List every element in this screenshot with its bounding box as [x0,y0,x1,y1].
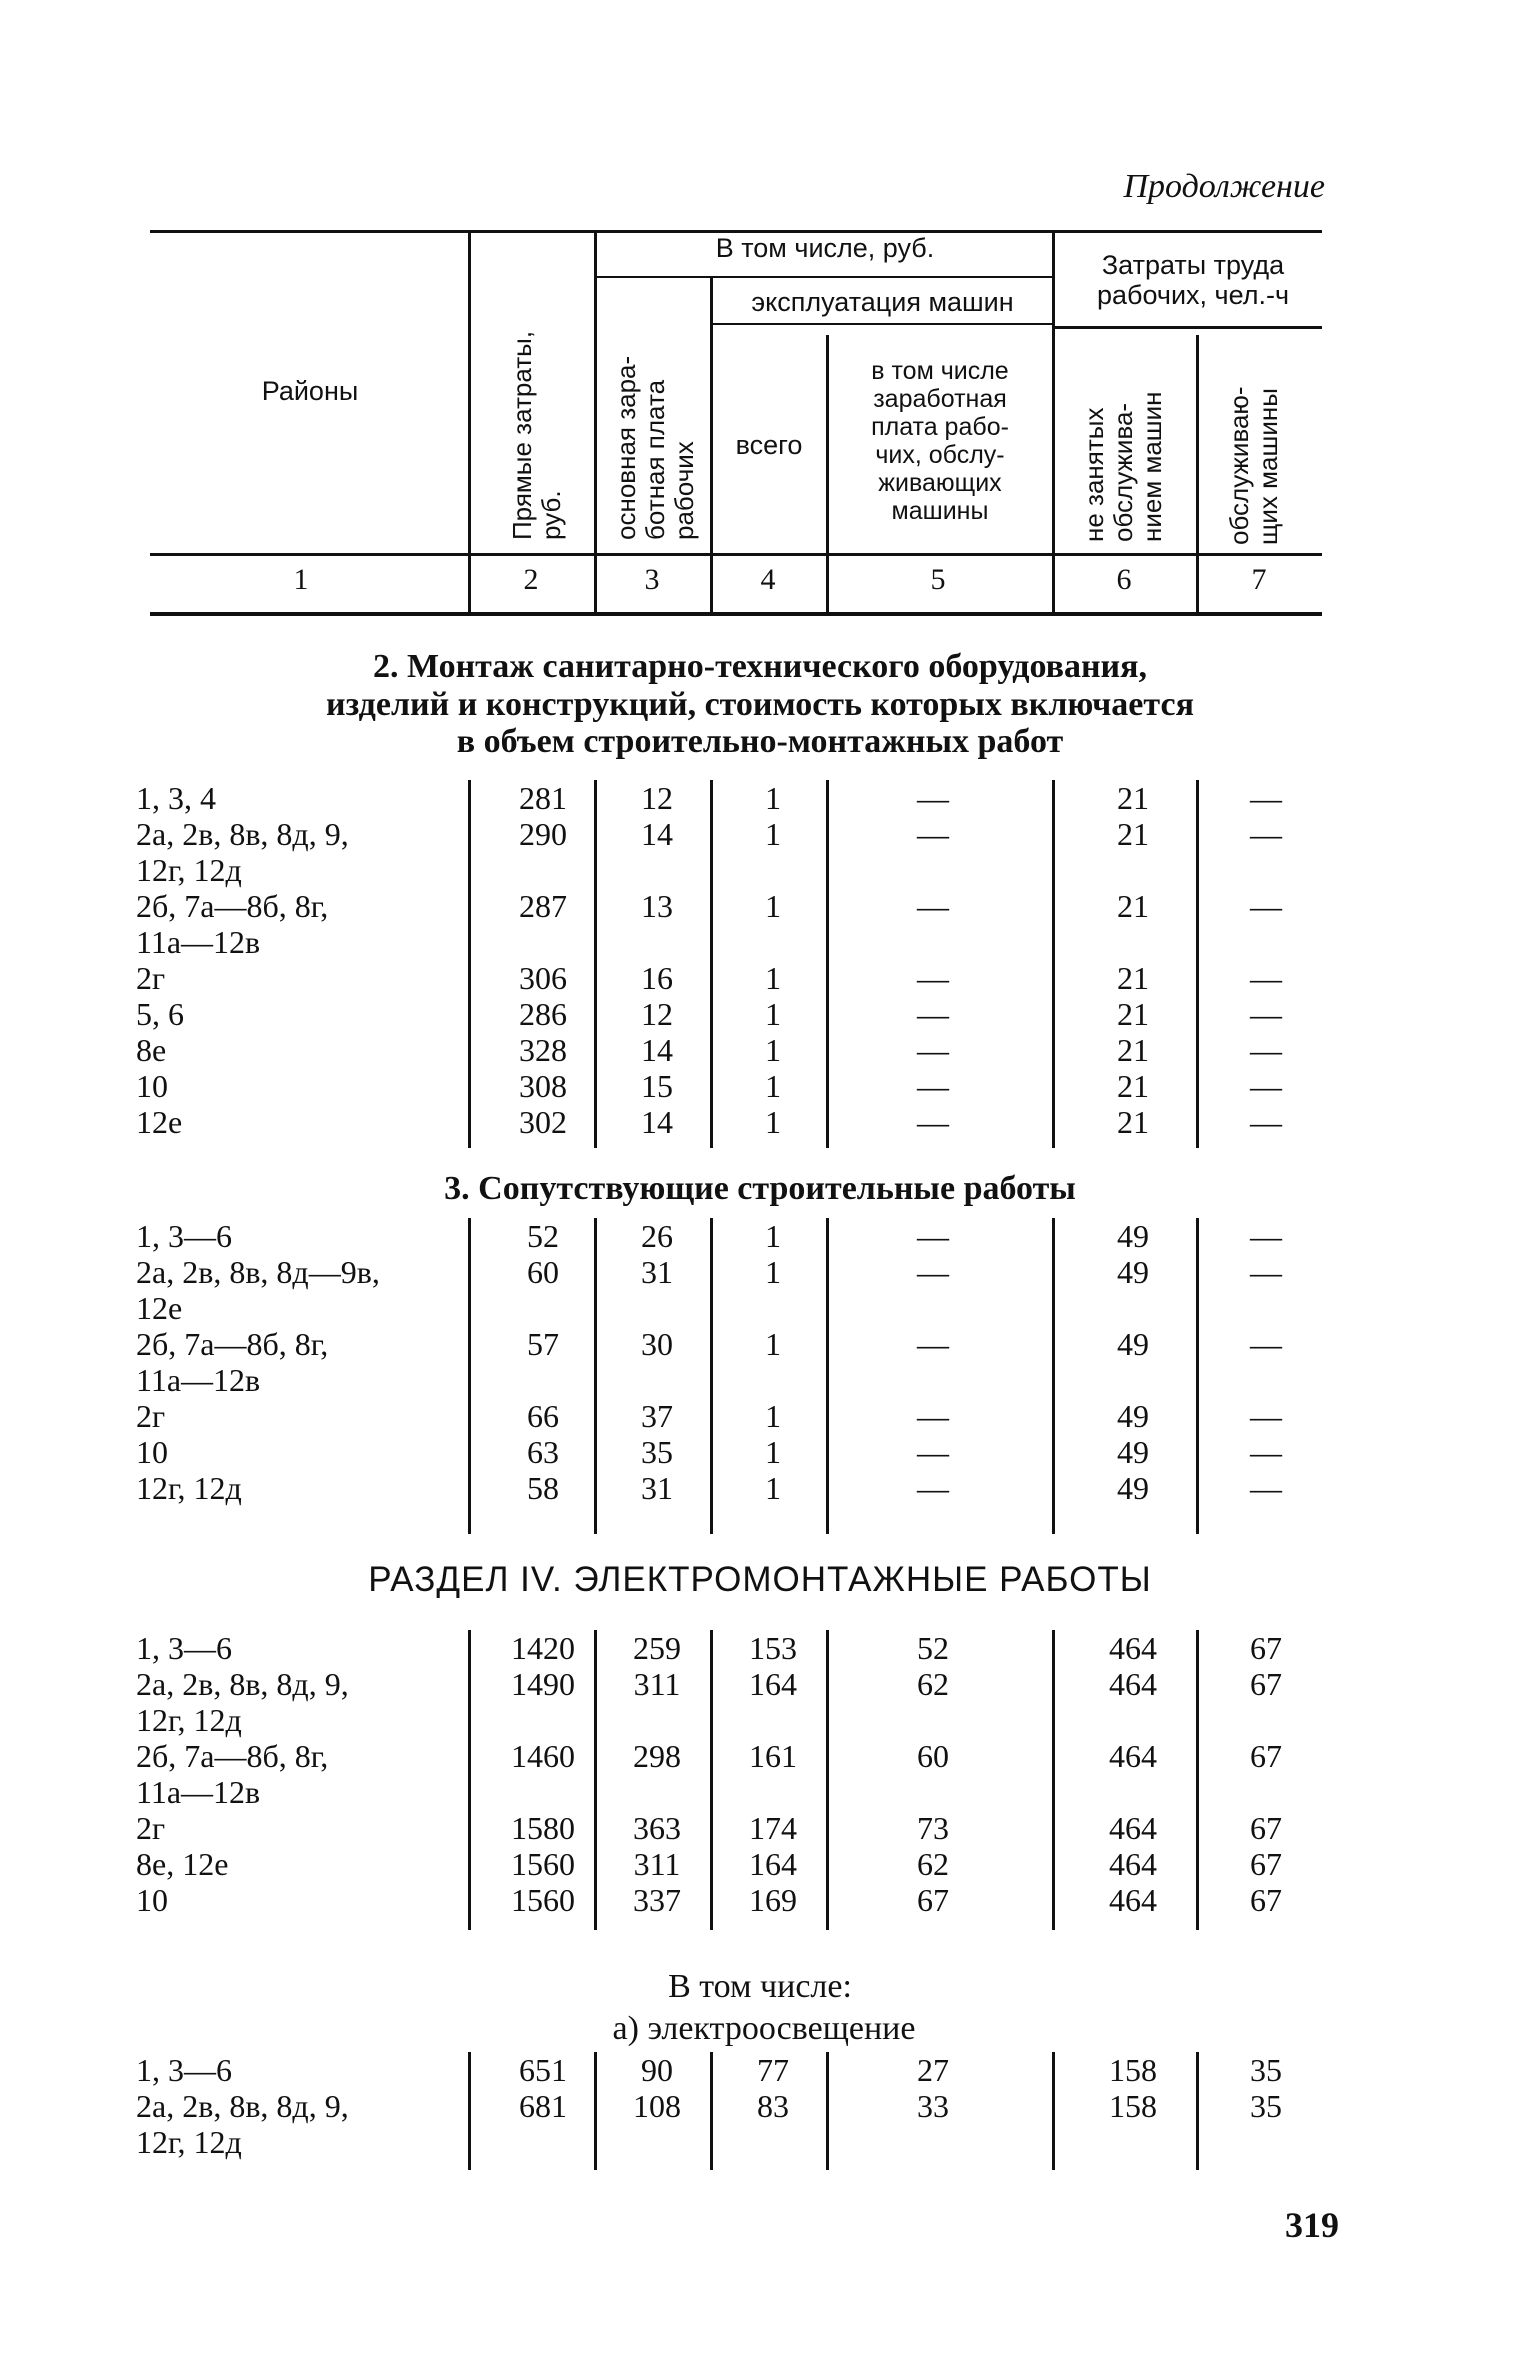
value-cell-c7: — [1250,1254,1282,1290]
section-2-title-line: изделий и конструкций, стоимость которых включается [326,686,1194,723]
value-cell-c3: 259 [633,1630,681,1666]
value-cell-c2: 306 [519,960,567,996]
region-cell: 11а—12в [136,1362,261,1398]
value-cell-c7: — [1250,1032,1282,1068]
value-cell-c4: 1 [765,1326,781,1362]
value-cell-c6: 49 [1117,1254,1149,1290]
value-cell-c3: 14 [641,1104,673,1140]
region-cell: 2а, 2в, 8в, 8д, 9, [136,1666,349,1702]
value-cell-c4: 161 [749,1738,797,1774]
value-cell-c7: — [1250,1470,1282,1506]
value-cell-c2: 290 [519,816,567,852]
column-number: 1 [293,563,309,596]
value-cell-c5: — [917,1470,949,1506]
region-cell: 10 [136,1434,168,1470]
including-label: В том числе: [668,1968,852,2005]
table-row [0,996,1520,1032]
table-row [0,960,1520,996]
region-cell: 12г, 12д [136,1470,242,1506]
table-row [0,2052,1520,2088]
header-direct-costs: Прямые затраты, руб. [507,330,566,540]
value-cell-c7: — [1250,1068,1282,1104]
section-3-title: 3. Сопутствующие строительные работы [444,1170,1076,1207]
table-row [0,1434,1520,1470]
region-cell: 12г, 12д [136,1702,242,1738]
table-row [0,1666,1520,1738]
column-number: 4 [760,563,776,596]
section-2-title-line: в объем строительно-монтажных работ [456,723,1064,760]
value-cell-c2: 287 [519,888,567,924]
value-cell-c2: 1560 [511,1846,575,1882]
value-cell-c5: 62 [917,1666,949,1702]
value-cell-c6: 49 [1117,1470,1149,1506]
header-base-wage: основная зара- ботная плата рабочих [611,355,699,540]
value-cell-c7: — [1250,996,1282,1032]
value-cell-c4: 83 [757,2088,789,2124]
value-cell-c7: — [1250,780,1282,816]
value-cell-c6: 464 [1109,1882,1157,1918]
value-cell-c3: 298 [633,1738,681,1774]
value-cell-c5: — [917,1434,949,1470]
value-cell-c2: 1460 [511,1738,575,1774]
value-cell-c6: 21 [1117,1068,1149,1104]
header-not-machine: не занятых обслужива- нием машин [1079,391,1167,542]
table-row [0,1630,1520,1666]
table-row [0,1254,1520,1326]
value-cell-c6: 49 [1117,1218,1149,1254]
value-cell-c2: 1560 [511,1882,575,1918]
header-labor-costs: Затраты труда рабочих, чел.-ч [1096,250,1290,310]
value-cell-c4: 1 [765,1470,781,1506]
value-cell-c2: 308 [519,1068,567,1104]
header-divider [1196,335,1199,613]
value-cell-c2: 651 [519,2052,567,2088]
value-cell-c6: 49 [1117,1398,1149,1434]
value-cell-c6: 21 [1117,996,1149,1032]
value-cell-c4: 77 [757,2052,789,2088]
header-incl-wage: в том числе заработная плата рабо-чих, обслу-живающих машины [871,357,1009,525]
column-numbers-bottom-rule [150,612,1322,616]
table-row [0,2088,1520,2160]
header-divider [826,335,829,613]
continuation-label: Продолжение [1123,168,1325,205]
region-cell: 10 [136,1068,168,1104]
section-4-table [0,1630,1520,1930]
value-cell-c2: 302 [519,1104,567,1140]
header-divider [468,230,471,613]
value-cell-c3: 311 [633,1846,681,1882]
table-row [0,1882,1520,1918]
value-cell-c6: 21 [1117,780,1149,816]
value-cell-c3: 14 [641,1032,673,1068]
value-cell-c2: 286 [519,996,567,1032]
table-row [0,1738,1520,1810]
value-cell-c6: 49 [1117,1434,1149,1470]
value-cell-c2: 1420 [511,1630,575,1666]
value-cell-c4: 1 [765,1032,781,1068]
table-row [0,1068,1520,1104]
value-cell-c3: 13 [641,888,673,924]
value-cell-c4: 1 [765,1104,781,1140]
header-bottom-rule [150,553,1322,556]
value-cell-c6: 464 [1109,1738,1157,1774]
value-cell-c6: 21 [1117,1104,1149,1140]
region-cell: 12г, 12д [136,2124,242,2160]
value-cell-c6: 21 [1117,816,1149,852]
table-row [0,816,1520,888]
value-cell-c4: 1 [765,1254,781,1290]
header-divider [1052,230,1055,613]
value-cell-c2: 281 [519,780,567,816]
region-cell: 2б, 7а—8б, 8г, [136,888,329,924]
value-cell-c6: 464 [1109,1846,1157,1882]
value-cell-c7: — [1250,1104,1282,1140]
value-cell-c2: 63 [527,1434,559,1470]
value-cell-c5: — [917,816,949,852]
region-cell: 2б, 7а—8б, 8г, [136,1738,329,1774]
section-3-table [0,1218,1520,1534]
value-cell-c4: 164 [749,1846,797,1882]
value-cell-c3: 90 [641,2052,673,2088]
region-cell: 1, 3, 4 [136,780,216,816]
value-cell-c3: 12 [641,780,673,816]
region-cell: 12е [136,1104,183,1140]
header-sub-rule [712,323,1052,325]
header-regions: Районы [261,376,359,406]
value-cell-c5: 73 [917,1810,949,1846]
value-cell-c5: — [917,1254,949,1290]
table-row [0,1470,1520,1506]
value-cell-c3: 37 [641,1398,673,1434]
value-cell-c3: 30 [641,1326,673,1362]
region-cell: 12е [136,1290,183,1326]
table-row [0,888,1520,960]
header-total: всего [735,430,803,460]
table-row [0,1032,1520,1068]
value-cell-c7: 67 [1250,1846,1282,1882]
value-cell-c3: 14 [641,816,673,852]
value-cell-c2: 681 [519,2088,567,2124]
column-number: 7 [1251,563,1267,596]
value-cell-c5: — [917,888,949,924]
value-cell-c4: 1 [765,1434,781,1470]
header-sub-rule [596,276,1052,278]
page-number: 319 [1285,2205,1339,2245]
value-cell-c2: 66 [527,1398,559,1434]
value-cell-c5: 62 [917,1846,949,1882]
value-cell-c4: 1 [765,996,781,1032]
column-number: 2 [523,563,539,596]
value-cell-c7: 35 [1250,2052,1282,2088]
value-cell-c4: 174 [749,1810,797,1846]
value-cell-c4: 1 [765,1068,781,1104]
value-cell-c7: — [1250,960,1282,996]
value-cell-c4: 1 [765,816,781,852]
region-cell: 2а, 2в, 8в, 8д—9в, [136,1254,380,1290]
value-cell-c5: — [917,1032,949,1068]
value-cell-c5: 27 [917,2052,949,2088]
value-cell-c4: 1 [765,1398,781,1434]
region-cell: 1, 3—6 [136,1218,232,1254]
header-divider [594,230,597,613]
table-row [0,1104,1520,1140]
value-cell-c4: 164 [749,1666,797,1702]
value-cell-c5: — [917,1218,949,1254]
value-cell-c7: — [1250,888,1282,924]
value-cell-c3: 16 [641,960,673,996]
region-cell: 11а—12в [136,1774,261,1810]
value-cell-c7: 67 [1250,1810,1282,1846]
table-row [0,1810,1520,1846]
table-row [0,1846,1520,1882]
value-cell-c6: 464 [1109,1630,1157,1666]
value-cell-c6: 21 [1117,1032,1149,1068]
value-cell-c2: 328 [519,1032,567,1068]
value-cell-c4: 1 [765,960,781,996]
value-cell-c2: 52 [527,1218,559,1254]
value-cell-c7: 67 [1250,1882,1282,1918]
value-cell-c6: 158 [1109,2088,1157,2124]
value-cell-c2: 57 [527,1326,559,1362]
value-cell-c7: 67 [1250,1738,1282,1774]
region-cell: 2а, 2в, 8в, 8д, 9, [136,2088,349,2124]
lighting-table [0,2052,1520,2170]
header-sub-rule [1054,326,1322,329]
value-cell-c2: 58 [527,1470,559,1506]
value-cell-c3: 26 [641,1218,673,1254]
table-row [0,1398,1520,1434]
value-cell-c5: 52 [917,1630,949,1666]
value-cell-c5: — [917,960,949,996]
value-cell-c2: 60 [527,1254,559,1290]
value-cell-c6: 464 [1109,1666,1157,1702]
section-4-title: РАЗДЕЛ IV. ЭЛЕКТРОМОНТАЖНЫЕ РАБОТЫ [368,1560,1152,1599]
value-cell-c2: 1490 [511,1666,575,1702]
value-cell-c5: 33 [917,2088,949,2124]
header-machine-serving: обслуживаю- щих машины [1224,386,1283,545]
value-cell-c6: 464 [1109,1810,1157,1846]
table-row [0,780,1520,816]
value-cell-c3: 311 [633,1666,681,1702]
value-cell-c2: 1580 [511,1810,575,1846]
region-cell: 2а, 2в, 8в, 8д, 9, [136,816,349,852]
value-cell-c7: 67 [1250,1630,1282,1666]
region-cell: 5, 6 [136,996,184,1032]
value-cell-c3: 35 [641,1434,673,1470]
value-cell-c5: — [917,1398,949,1434]
region-cell: 10 [136,1882,168,1918]
value-cell-c3: 363 [633,1810,681,1846]
value-cell-c7: — [1250,1398,1282,1434]
value-cell-c5: 60 [917,1738,949,1774]
value-cell-c5: 67 [917,1882,949,1918]
header-incl-rub: В том числе, руб. [715,233,935,263]
value-cell-c7: — [1250,1326,1282,1362]
value-cell-c4: 1 [765,888,781,924]
value-cell-c6: 158 [1109,2052,1157,2088]
value-cell-c7: 35 [1250,2088,1282,2124]
region-cell: 11а—12в [136,924,261,960]
value-cell-c3: 108 [633,2088,681,2124]
value-cell-c3: 15 [641,1068,673,1104]
header-machine-operation: эксплуатация машин [751,287,1014,317]
value-cell-c4: 153 [749,1630,797,1666]
value-cell-c7: — [1250,1434,1282,1470]
section-2-title-line: 2. Монтаж санитарно-технического оборудования, [372,648,1148,685]
region-cell: 1, 3—6 [136,1630,232,1666]
section-2-table [0,780,1520,1148]
value-cell-c3: 337 [633,1882,681,1918]
value-cell-c5: — [917,780,949,816]
region-cell: 8е [136,1032,167,1068]
column-number: 6 [1116,563,1132,596]
value-cell-c6: 49 [1117,1326,1149,1362]
table-row [0,1218,1520,1254]
value-cell-c4: 169 [749,1882,797,1918]
value-cell-c7: — [1250,1218,1282,1254]
region-cell: 1, 3—6 [136,2052,232,2088]
value-cell-c7: 67 [1250,1666,1282,1702]
value-cell-c5: — [917,1068,949,1104]
region-cell: 2г [136,1810,166,1846]
table-row [0,1326,1520,1398]
value-cell-c3: 12 [641,996,673,1032]
value-cell-c6: 21 [1117,960,1149,996]
value-cell-c4: 1 [765,1218,781,1254]
column-number: 3 [644,563,660,596]
value-cell-c5: — [917,996,949,1032]
value-cell-c5: — [917,1104,949,1140]
region-cell: 2г [136,960,166,996]
value-cell-c5: — [917,1326,949,1362]
region-cell: 8е, 12е [136,1846,229,1882]
value-cell-c7: — [1250,816,1282,852]
column-number: 5 [930,563,946,596]
value-cell-c3: 31 [641,1254,673,1290]
value-cell-c3: 31 [641,1470,673,1506]
lighting-subtitle: а) электроосвещение [612,2010,916,2047]
value-cell-c4: 1 [765,780,781,816]
region-cell: 2г [136,1398,166,1434]
value-cell-c6: 21 [1117,888,1149,924]
region-cell: 12г, 12д [136,852,242,888]
region-cell: 2б, 7а—8б, 8г, [136,1326,329,1362]
